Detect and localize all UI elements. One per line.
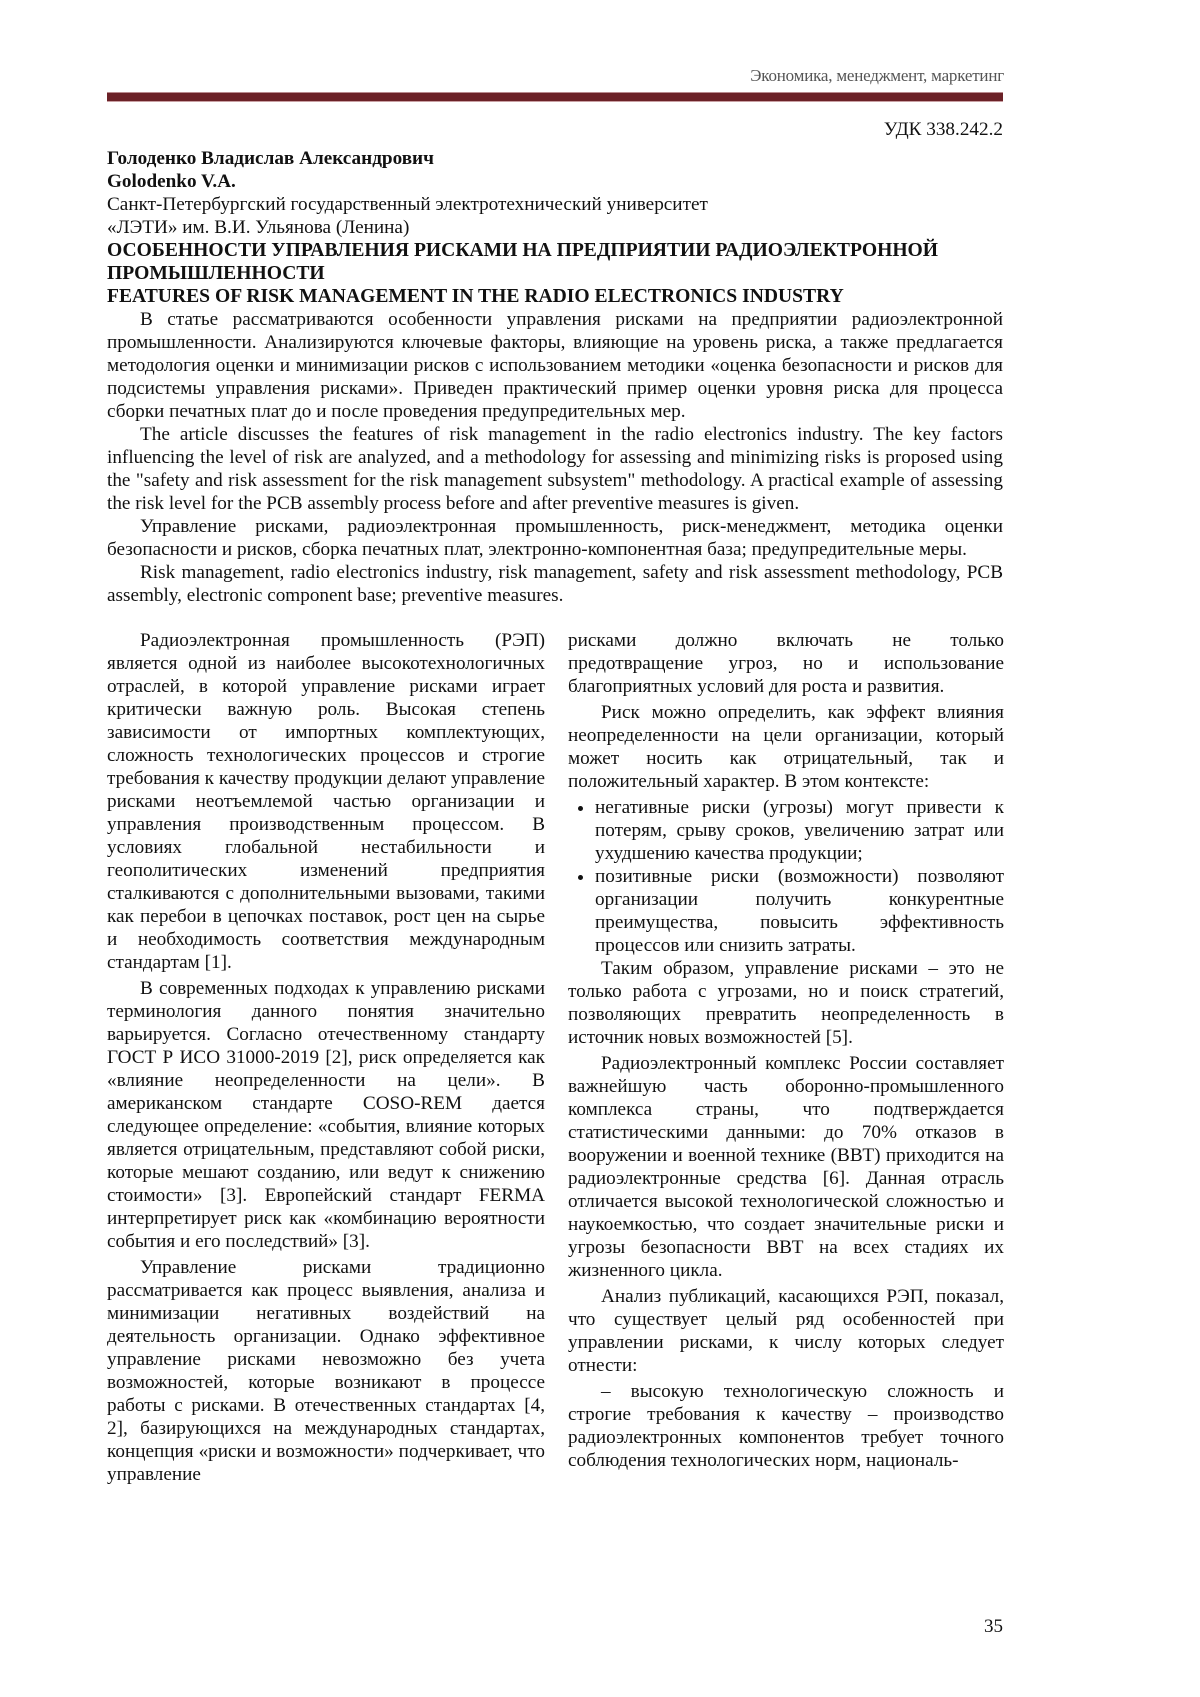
- author-en: Golodenko V.A.: [107, 171, 236, 192]
- list-item: • позитивные риски (возможности) позволяют организации получить конкурентные преимущества, повысить эффективность процессов или снизить затраты.: [595, 865, 1004, 957]
- paragraph: Анализ публикаций, касающихся РЭП, показал, что существует целый ряд особенностей при управлении рисками, к числу которых следует отнести:: [568, 1286, 1004, 1376]
- page-number: 35: [984, 1616, 1003, 1637]
- paragraph: Таким образом, управление рисками – это не только работа с угрозами, но и поиск стратегий, позволяющих превратить неопределенность в источник новых возможностей [5].: [568, 958, 1004, 1048]
- left-column: [107, 629, 545, 1489]
- running-header: Экономика, менеджмент, маркетинг: [750, 66, 1004, 85]
- paragraph: В современных подходах к управлению рисками терминология данного понятия значительно варьируется. Согласно отечественному стандарту ГОСТ Р ИСО 31000-2019 [2], риск определяется как «влияние неопределенности на цели». В американском стандарте COSO-REM дается следующее определение: «события, влияние которых является отрицательным, представляют собой риски, которые мешают созданию, или ведут к снижению стоимости» [3]. Европейский стандарт FERMA интерпретирует риск как «комбинацию вероятности события и его последствий» [3].: [107, 978, 545, 1252]
- paragraph: – высокую технологическую сложность и строгие требования к качеству – производство радиоэлектронных компонентов требует точного соблюдения технологических норм, националь-: [568, 1381, 1004, 1471]
- paragraph: рисками должно включать не только предотвращение угроз, но и использование благоприятных условий для роста и развития.: [568, 630, 1004, 697]
- abstract-en: The article discusses the features of risk management in the radio electronics industry. The key factors influencing the level of risk are analyzed, and a methodology for assessing and minimizing risks is proposed using the "safety and risk assessment for the risk management subsystem" methodology. A practical example of assessing the risk level for the PCB assembly process before and after preventive measures is given.: [107, 424, 1003, 514]
- front-matter: [107, 147, 1003, 607]
- affiliation-line1: Санкт-Петербургский государственный электротехнический университет: [107, 194, 708, 215]
- paragraph: Риск можно определить, как эффект влияния неопределенности на цели организации, который может носить как отрицательный, так и положительный характер. В этом контексте:: [568, 702, 1004, 792]
- keywords-ru: Управление рисками, радиоэлектронная промышленность, риск-менеджмент, методика оценки безопасности и рисков, сборка печатных плат, электронно-компонентная база; предупредительные меры.: [107, 516, 1003, 560]
- keywords-en: Risk management, radio electronics industry, risk management, safety and risk assessment methodology, PCB assembly, electronic component base; preventive measures.: [107, 562, 1003, 606]
- paragraph: Радиоэлектронный комплекс России составляет важнейшую часть оборонно-промышленного комплекса страны, что подтверждается статистическими данными: до 70% отказов в вооружении и военной технике (ВВТ) приходится на радиоэлектронные средства [6]. Данная отрасль отличается высокой технологической сложностью и наукоемкостью, что создает значительные риски и угрозы безопасности ВВТ на всех стадиях их жизненного цикла.: [568, 1053, 1004, 1281]
- paragraph: Радиоэлектронная промышленность (РЭП) является одной из наиболее высокотехнологичных отраслей, в которой управление рисками играет критически важную роль. Высокая степень зависимости от импортных комплектующих, сложность технологических процессов и строгие требования к качеству продукции делают управление рисками неотъемлемой частью организации и управления производственным процессом. В условиях глобальной нестабильности и геополитических изменений предприятия сталкиваются с дополнительными вызовами, такими как перебои в цепочках поставок, рост цен на сырье и необходимость соответствия международным стандартам [1].: [107, 630, 545, 973]
- paragraph: Управление рисками традиционно рассматривается как процесс выявления, анализа и минимизации негативных воздействий на деятельность организации. Однако эффективное управление рисками невозможно без учета возможностей, которые возникают в процессе работы с рисками. В отечественных стандартах [4, 2], базирующихся на международных стандартах, концепция «риски и возможности» подчеркивает, что управление: [107, 1257, 545, 1485]
- title-ru: ОСОБЕННОСТИ УПРАВЛЕНИЯ РИСКАМИ НА ПРЕДПРИЯТИИ РАДИОЭЛЕКТРОННОЙ ПРОМЫШЛЕННОСТИ: [107, 240, 939, 284]
- abstract-ru: В статье рассматриваются особенности управления рисками на предприятии радиоэлектронной промышленности. Анализируются ключевые факторы, влияющие на уровень риска, а также предлагается методология оценки и минимизации рисков с использованием методики «оценка безопасности и рисков для подсистемы управления рисками». Приведен практический пример оценки уровня риска для процесса сборки печатных плат до и после проведения предупредительных мер.: [107, 309, 1003, 422]
- author-ru: Голоденко Владислав Александрович: [107, 148, 434, 169]
- affiliation-line2: «ЛЭТИ» им. В.И. Ульянова (Ленина): [107, 217, 410, 238]
- udk-code: УДК 338.242.2: [883, 119, 1003, 140]
- list-item: • негативные риски (угрозы) могут привести к потерям, срыву сроков, увеличению затрат или ухудшению качества продукции;: [595, 796, 1004, 865]
- title-en: FEATURES OF RISK MANAGEMENT IN THE RADIO ELECTRONICS INDUSTRY: [107, 286, 844, 307]
- bullet-list: [568, 796, 1004, 957]
- right-column: [568, 629, 1004, 1475]
- header-rule: [107, 92, 1003, 102]
